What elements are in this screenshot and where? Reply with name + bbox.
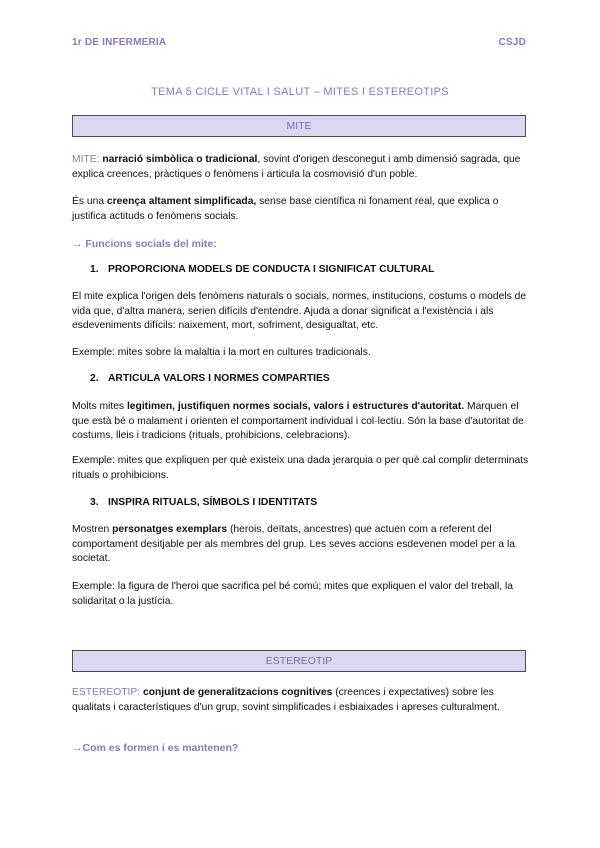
function-3-body: [72, 523, 532, 567]
document-title: TEMA 5 CICLE VITAL I SALUT – MITES I ESTEREOTIPS: [151, 86, 449, 98]
function-1-example: Exemple: mites sobre la malaltia i la mort en cultures tradicionals.: [72, 347, 371, 358]
function-3-title: [90, 497, 317, 508]
mite-belief-text: sense base científica ni fonament real, que explica o justifica actituds o fenòmens socials.: [72, 196, 499, 222]
function-2-body-pre: Molts mites: [72, 401, 127, 412]
function-1-body: El mite explica l'origen dels fenòmens naturals o socials, normes, institucions, costums o models de vida que, d'altra manera, serien difícils d'entendre. Ajuda a donar significat a l'existència i als esdeveniments difícils: naixement, mort, sofriment, desigualtat, etc.: [72, 291, 527, 332]
formation-question: →Com es formen i es mantenen?: [72, 742, 239, 754]
function-2-body: [72, 400, 532, 444]
estereotip-definition-text: (creences i expectatives) sobre les qualitats i característiques d'un grup, sovint simplificades i esbiaixades i apreses culturalment.: [72, 687, 500, 713]
function-2-number: 2.: [90, 373, 99, 384]
function-1-number: 1.: [90, 264, 99, 275]
header-course: 1r DE INFERMERIA: [72, 37, 167, 48]
header-school: CSJD: [498, 37, 526, 48]
function-3-title-text: INSPIRA RITUALS, SÍMBOLS I IDENTITATS: [108, 497, 318, 508]
function-3-body-text: (herois, deïtats, ancestres) que actuen com a referent del comportament desitjable per als membres del grup. Les seves accions esdevenen model per a la societat.: [72, 524, 516, 565]
function-3-example: Exemple: la figura de l'heroi que sacrifica pel bé comú; mites que expliquen el valor del treball, la solidaritat o la justícia.: [72, 581, 513, 607]
estereotip-definition-label: ESTEREOTIP:: [72, 687, 141, 698]
mite-belief-pre: És una: [72, 196, 107, 207]
function-2-example: Exemple: mites que expliquen per què existeix una dada jerarquia o per què cal complir determinats rituals o prohibicions.: [72, 455, 529, 481]
function-2-title: [90, 373, 330, 384]
function-3-body-term: personatges exemplars: [112, 524, 228, 535]
mite-belief: [72, 195, 532, 224]
function-3-body-pre: Mostren: [72, 524, 113, 535]
mite-definition-term: narració simbòlica o tradicional: [102, 154, 258, 165]
function-1-title: [90, 264, 434, 275]
functions-heading: → Funcions socials del mite:: [72, 238, 217, 250]
estereotip-definition-term: conjunt de generalitzacions cognitives: [142, 687, 333, 698]
mite-definition-text: , sovint d'origen desconegut i amb dimensió sagrada, que explica creences, pràctiques o fenòmens i articula la cosmovisió d'un poble.: [72, 154, 521, 180]
mite-definition-label: MITE:: [72, 154, 100, 165]
function-3-number: 3.: [90, 497, 99, 508]
mite-belief-term: creença altament simplificada,: [106, 196, 257, 207]
function-2-body-text: Marquen el que està bé o malament i orienten el comportament individual i col·lectiu. Són la base d'autoritat de costums, lleis i tradicions (rituals, prohibicions, celebracions).: [72, 401, 524, 442]
function-2-body-term: legitimen, justifiquen normes socials, valors i estructures d'autoritat.: [126, 401, 465, 412]
estereotip-definition: [72, 686, 532, 715]
function-1-title-text: PROPORCIONA MODELS DE CONDUCTA I SIGNIFICAT CULTURAL: [108, 264, 435, 275]
function-2-title-text: ARTICULA VALORS I NORMES COMPARTIES: [108, 373, 330, 384]
section-heading-estereotip: ESTEREOTIP: [72, 650, 526, 672]
section-heading-mite: MITE: [72, 115, 526, 137]
mite-definition: [72, 153, 532, 182]
